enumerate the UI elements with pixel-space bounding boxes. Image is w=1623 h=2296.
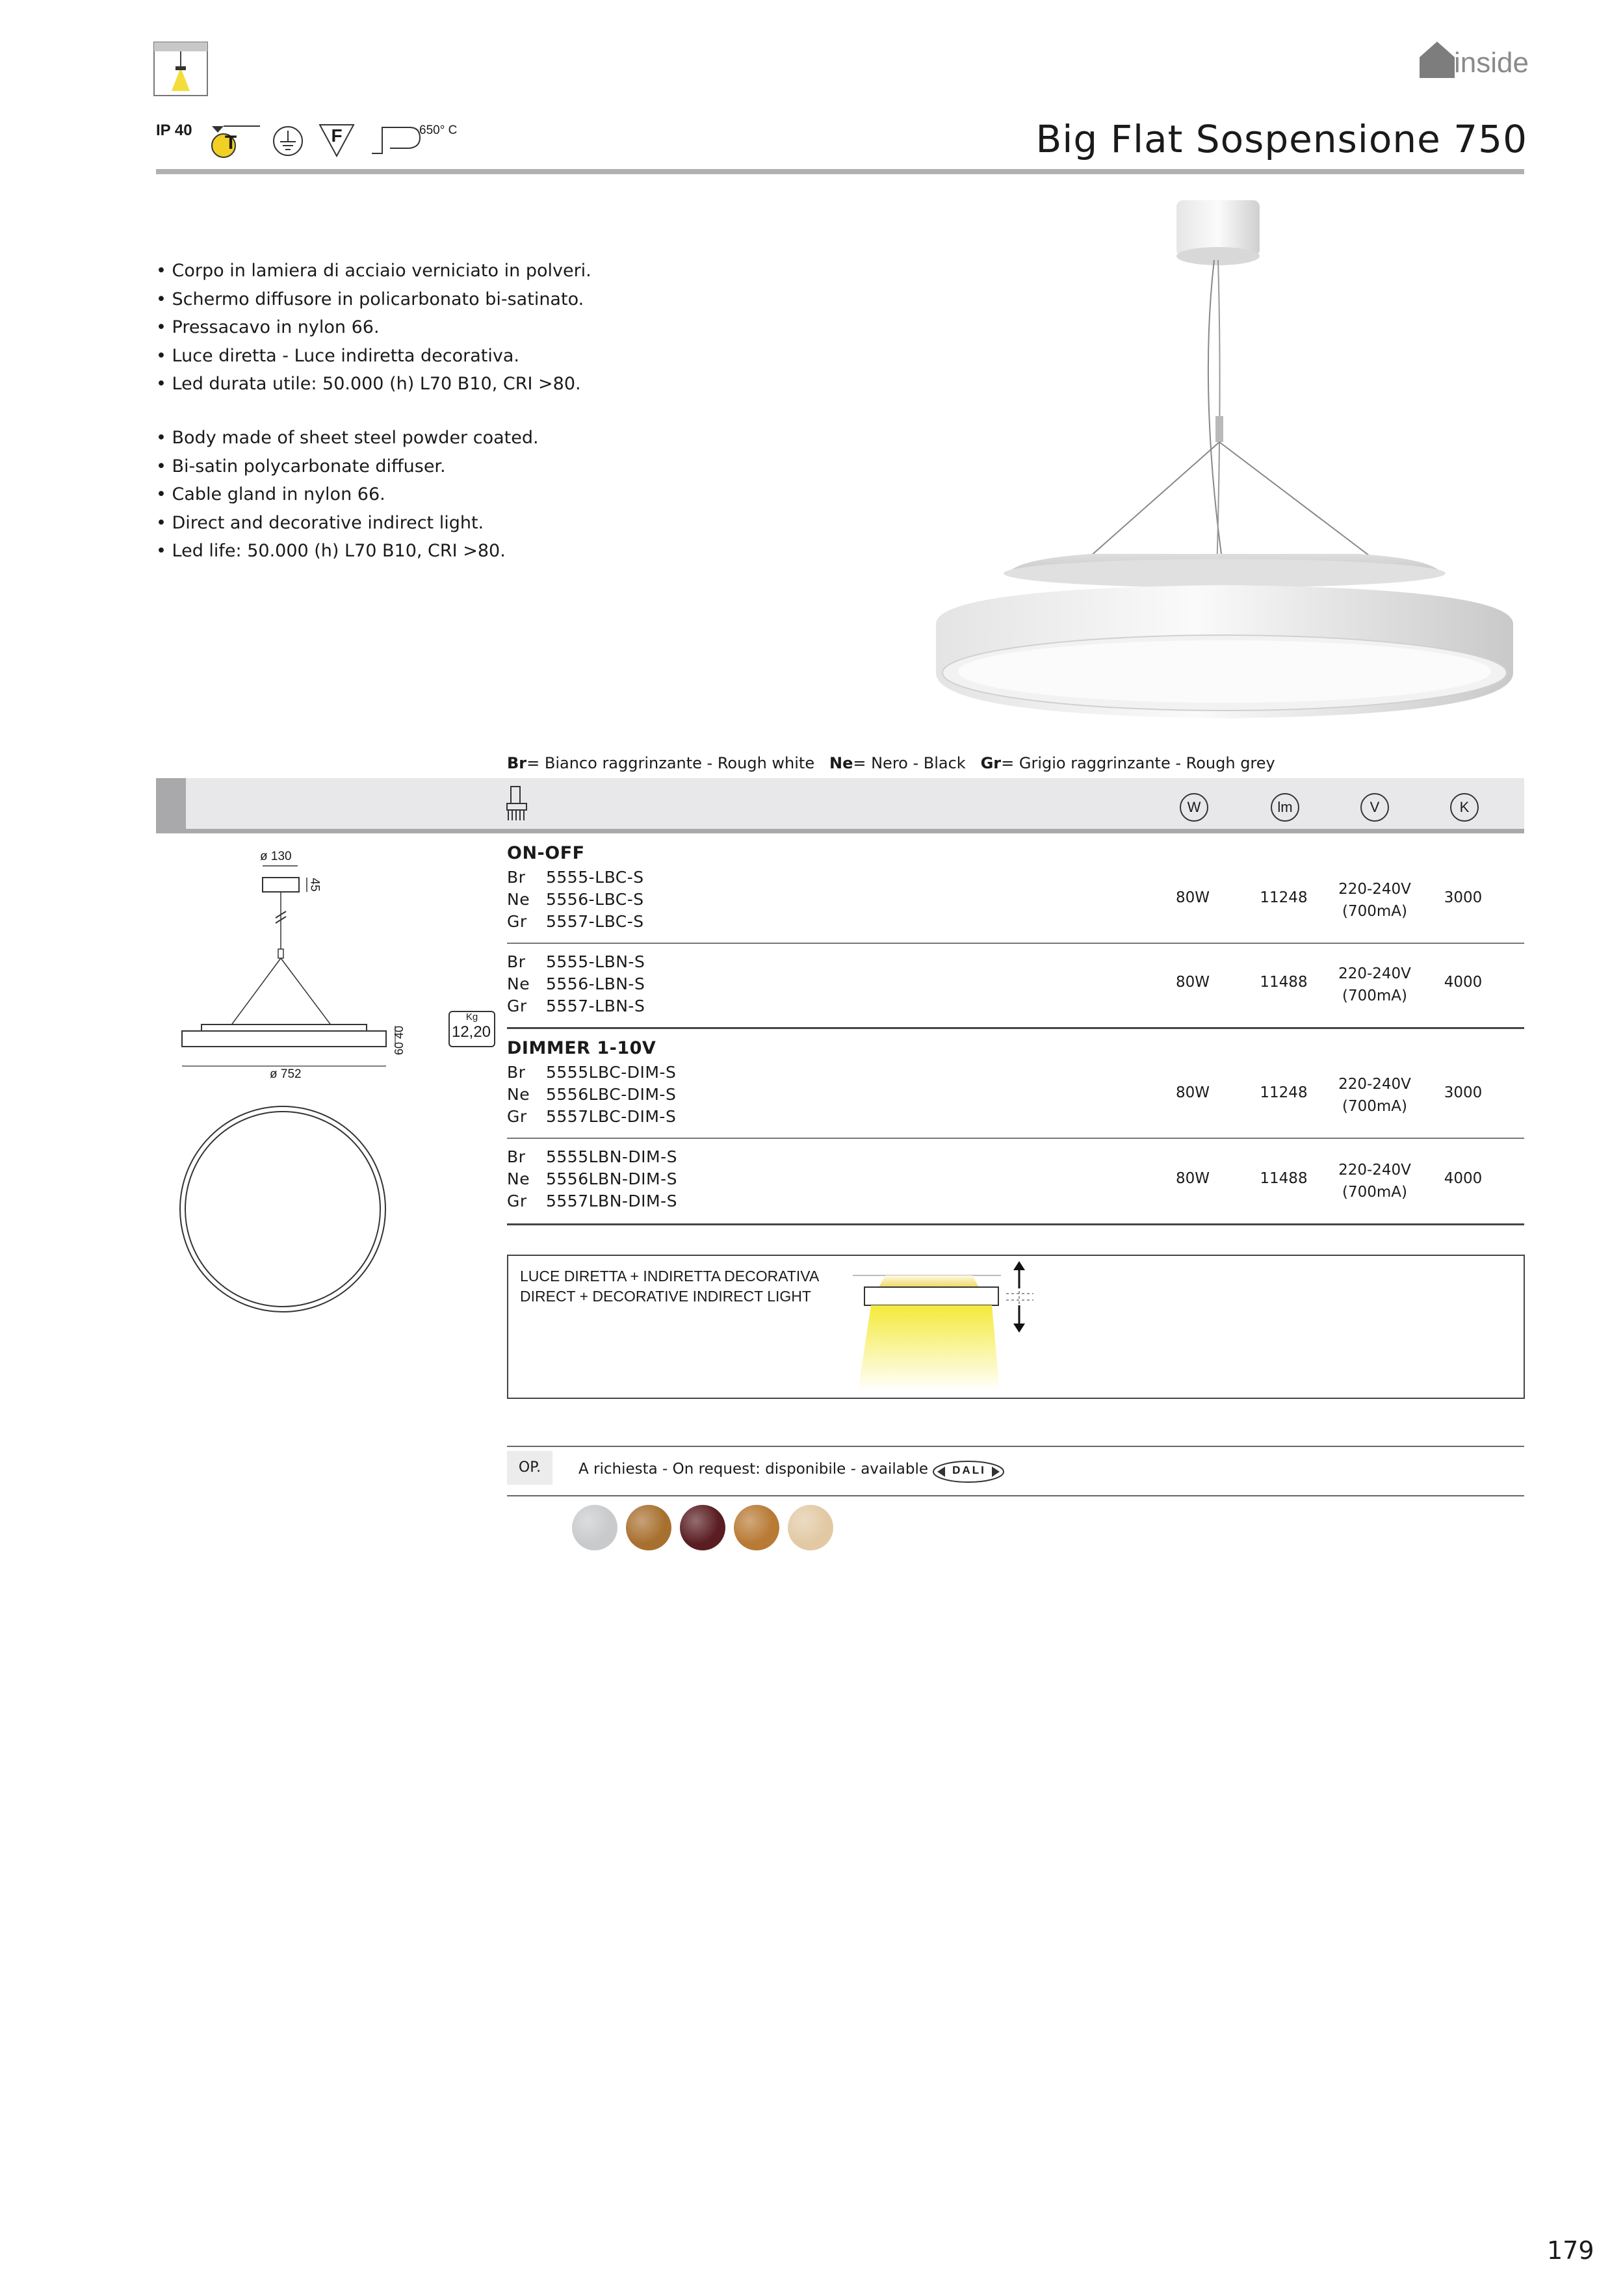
features-italian bbox=[156, 257, 591, 398]
watt-column-icon: W bbox=[1180, 793, 1208, 822]
group-title-dimmer: DIMMER 1-10V bbox=[507, 1038, 656, 1058]
ip-rating: IP 40 bbox=[156, 122, 192, 139]
features-english bbox=[156, 424, 539, 566]
page-title: Big Flat Sospensione 750 bbox=[1035, 117, 1527, 161]
row-separator bbox=[507, 1138, 1524, 1139]
lumen-column-icon: lm bbox=[1271, 793, 1299, 822]
options-text: A richiesta - On request: disponibile - available bbox=[578, 1461, 929, 1478]
table-header-rule bbox=[156, 829, 1524, 833]
dim-body-heights: 60 40 bbox=[393, 1025, 406, 1056]
cell-lumen: 11488 bbox=[1260, 974, 1308, 991]
legend-ne-text: = Nero - Black bbox=[853, 754, 966, 772]
legend-gr-key: Gr bbox=[980, 754, 1002, 772]
cell-kelvin: 3000 bbox=[1444, 1084, 1483, 1101]
dim-top-height: 45 bbox=[307, 878, 322, 892]
code-column-icon bbox=[506, 785, 529, 822]
feature-item: • Luce diretta - Luce indiretta decorativa. bbox=[156, 345, 519, 366]
light-distribution-diagram bbox=[845, 1261, 1059, 1391]
earth-ground-icon bbox=[272, 125, 304, 157]
voltage-column-icon: V bbox=[1360, 793, 1389, 822]
table-header-accent bbox=[156, 778, 186, 829]
finish-swatch-bronze bbox=[626, 1505, 671, 1550]
options-label: OP. bbox=[507, 1451, 552, 1485]
cell-kelvin: 4000 bbox=[1444, 1170, 1483, 1187]
cell-voltage: 220-240V (700mA) bbox=[1338, 965, 1411, 1004]
dim-top-diameter: ø 130 bbox=[260, 850, 292, 863]
group-separator bbox=[507, 1027, 1524, 1029]
cell-voltage: 220-240V (700mA) bbox=[1338, 1162, 1411, 1201]
kelvin-column-icon: K bbox=[1450, 793, 1479, 822]
cell-voltage: 220-240V (700mA) bbox=[1338, 1076, 1411, 1115]
product-image bbox=[936, 195, 1534, 735]
cell-kelvin: 3000 bbox=[1444, 889, 1483, 906]
cell-lumen: 11248 bbox=[1260, 1084, 1308, 1101]
weight-unit: Kg bbox=[465, 1011, 478, 1023]
legend-ne-key: Ne bbox=[829, 754, 853, 772]
title-rule bbox=[156, 169, 1524, 174]
table-row: Br 5555LBC-DIM-S Ne 5556LBC-DIM-S Gr 5557LBC-DIM-S bbox=[507, 1063, 677, 1126]
page-number: 179 bbox=[1547, 2236, 1594, 2265]
feature-item: • Direct and decorative indirect light. bbox=[156, 512, 484, 533]
row-separator bbox=[507, 943, 1524, 944]
feature-item: • Bi-satin polycarbonate diffuser. bbox=[156, 456, 446, 476]
table-row: Br 5555LBN-DIM-S Ne 5556LBN-DIM-S Gr 5557LBN-DIM-S bbox=[507, 1147, 678, 1210]
cell-watt: 80W bbox=[1175, 974, 1210, 991]
cell-voltage: 220-240V (700mA) bbox=[1338, 881, 1411, 920]
legend-br-key: Br bbox=[507, 754, 527, 772]
feature-item: • Cable gland in nylon 66. bbox=[156, 484, 385, 504]
options-bottom-rule bbox=[507, 1495, 1524, 1496]
feature-item: • Corpo in lamiera di acciaio verniciato in polveri. bbox=[156, 261, 591, 281]
glow-wire-icon bbox=[370, 124, 422, 156]
finish-swatch-burgundy bbox=[680, 1505, 725, 1550]
brand-logo-text: inside bbox=[1454, 47, 1529, 79]
feature-item: • Led life: 50.000 (h) L70 B10, CRI >80. bbox=[156, 541, 506, 561]
finish-swatch-silver bbox=[572, 1505, 617, 1550]
cell-kelvin: 4000 bbox=[1444, 974, 1483, 991]
feature-item: • Body made of sheet steel powder coated. bbox=[156, 428, 539, 448]
feature-item: • Pressacavo in nylon 66. bbox=[156, 317, 380, 337]
cell-watt: 80W bbox=[1175, 1084, 1210, 1101]
legend-br-text: = Bianco raggrinzante - Rough white bbox=[526, 754, 815, 772]
f-mark-letter: F bbox=[331, 125, 343, 146]
technical-drawing bbox=[175, 852, 435, 1320]
options-top-rule bbox=[507, 1446, 1524, 1447]
finish-legend bbox=[507, 754, 1275, 772]
cell-watt: 80W bbox=[1175, 1170, 1210, 1187]
table-row: Br 5555-LBC-S Ne 5556-LBC-S Gr 5557-LBC-S bbox=[507, 868, 644, 931]
light-distribution-label: LUCE DIRETTA + INDIRETTA DECORATIVA DIRECT + DECORATIVE INDIRECT LIGHT bbox=[520, 1268, 820, 1305]
legend-gr-text: = Grigio raggrinzante - Rough grey bbox=[1001, 754, 1275, 772]
feature-item: • Schermo diffusore in policarbonato bi-satinato. bbox=[156, 289, 584, 309]
weight-value: 12,20 bbox=[451, 1023, 491, 1041]
finish-swatch-copper bbox=[734, 1505, 779, 1550]
cell-lumen: 11248 bbox=[1260, 889, 1308, 906]
feature-item: • Led durata utile: 50.000 (h) L70 B10, CRI >80. bbox=[156, 374, 581, 394]
dali-badge-label: DALI bbox=[952, 1464, 986, 1476]
cell-lumen: 11488 bbox=[1260, 1170, 1308, 1187]
group-separator bbox=[507, 1223, 1524, 1225]
table-header-bar bbox=[156, 778, 1524, 829]
cell-watt: 80W bbox=[1175, 889, 1210, 906]
group-title-onoff: ON-OFF bbox=[507, 843, 585, 863]
t-mark-letter: T bbox=[224, 132, 237, 153]
glow-wire-temp: 650° C bbox=[419, 124, 458, 137]
table-row: Br 5555-LBN-S Ne 5556-LBN-S Gr 5557-LBN-S bbox=[507, 952, 645, 1015]
finish-swatch-beige bbox=[788, 1505, 833, 1550]
dim-body-diameter: ø 752 bbox=[270, 1067, 302, 1081]
suspension-type-icon bbox=[153, 42, 208, 96]
